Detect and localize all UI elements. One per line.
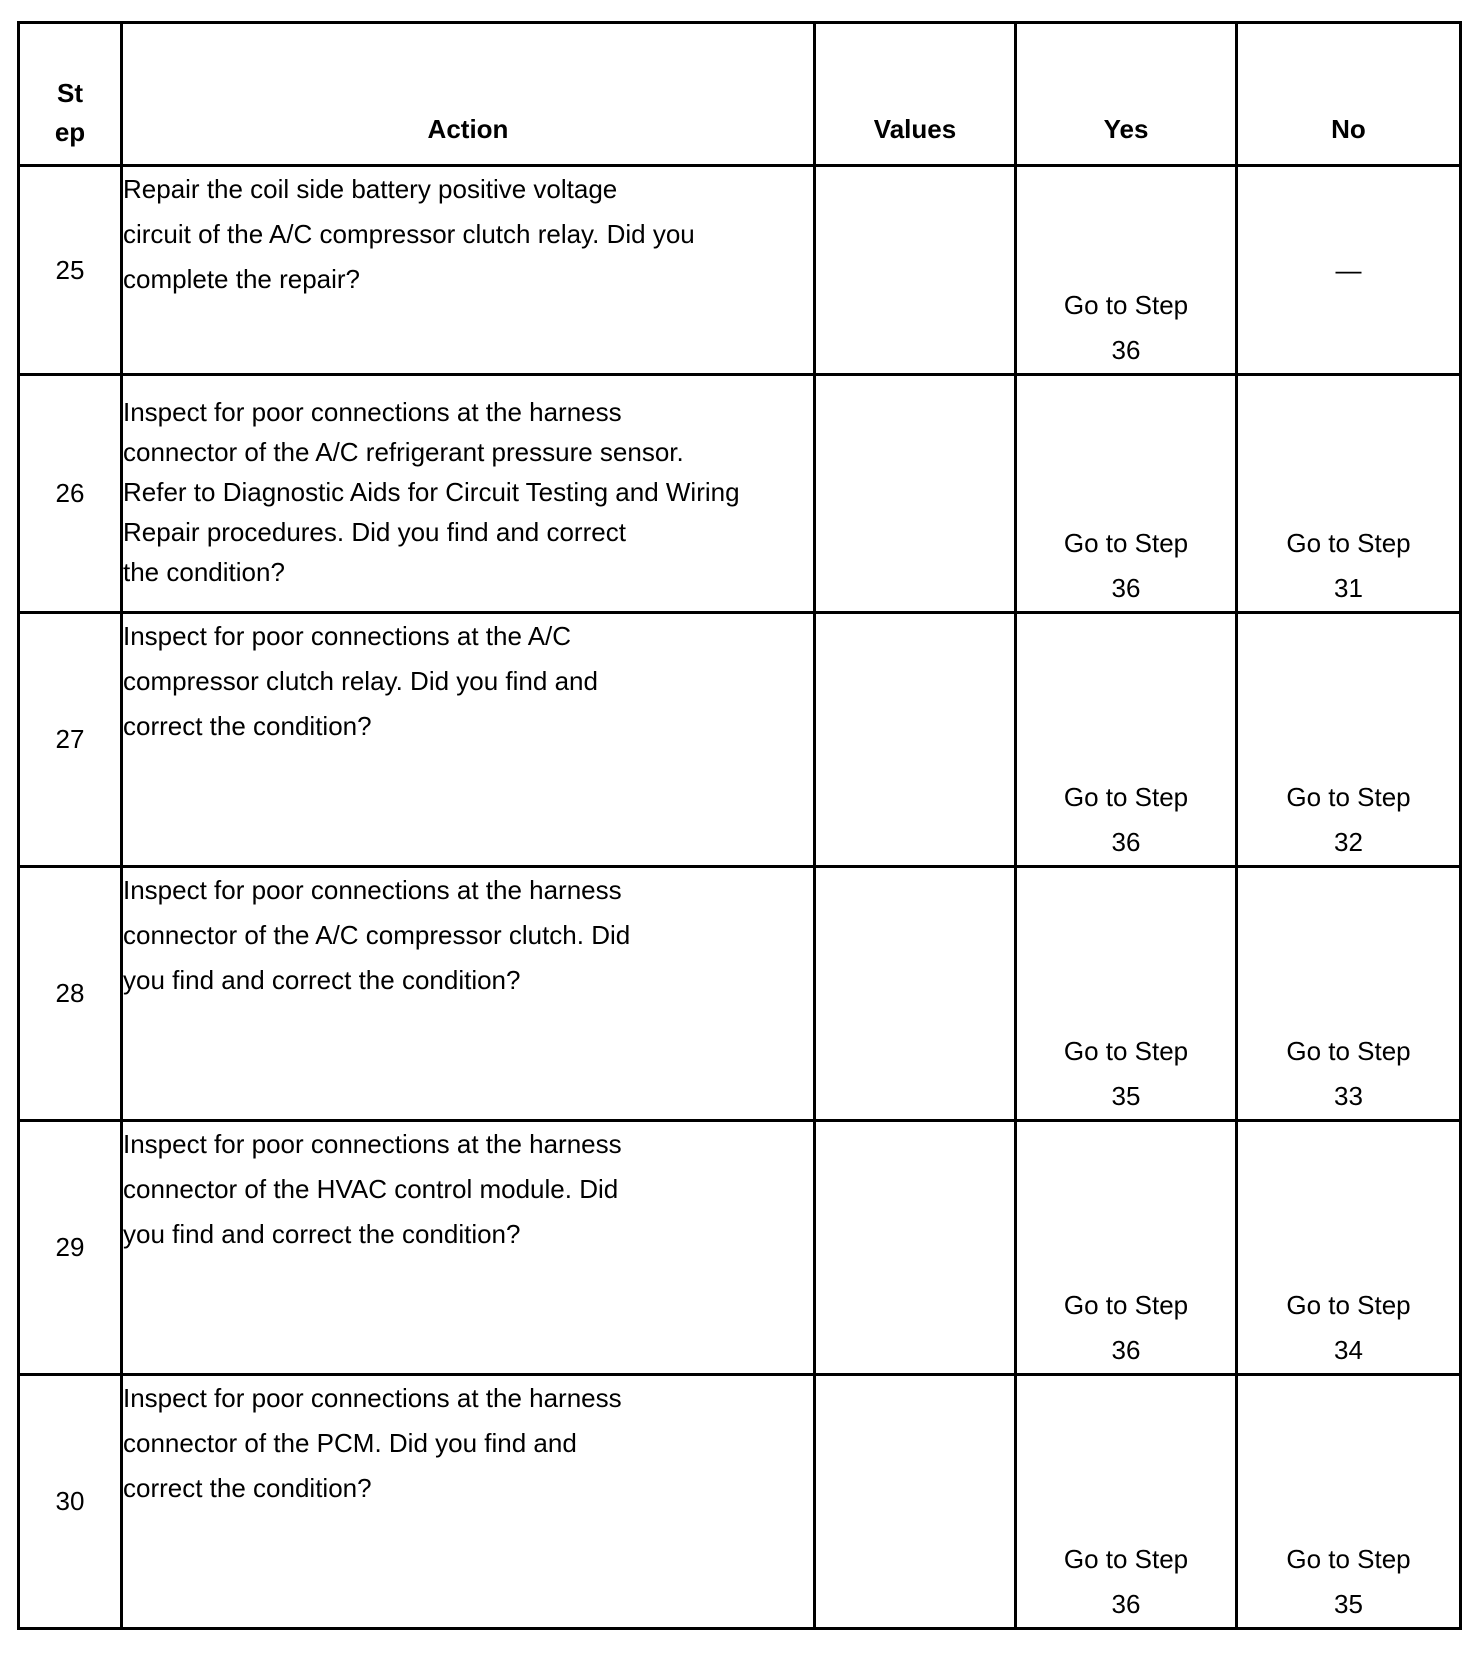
yes-go-label: Go to Step (1063, 1290, 1189, 1320)
yes-cell (1016, 166, 1237, 375)
values-cell (815, 1375, 1016, 1629)
step-number: 26 (19, 375, 122, 613)
no-cell (1237, 867, 1461, 1121)
yes-go-label: Go to Step (1063, 290, 1189, 320)
action-line: connector of the A/C compressor clutch. Did (123, 920, 631, 950)
action-line: the condition? (123, 557, 285, 587)
action-line: circuit of the A/C compressor clutch relay. Did you (123, 219, 695, 249)
no-step-number: 31 (1334, 573, 1363, 603)
action-text (122, 613, 815, 867)
step-header-line1: St (57, 78, 83, 108)
step-header (19, 23, 122, 166)
yes-step-number: 36 (1111, 1589, 1141, 1619)
no-go-label: Go to Step (1286, 528, 1411, 558)
action-text (122, 867, 815, 1121)
yes-step-number: 36 (1111, 335, 1141, 365)
step-number: 30 (19, 1375, 122, 1629)
action-line: Inspect for poor connections at the harness (123, 1383, 622, 1413)
action-line: connector of the HVAC control module. Did (123, 1174, 619, 1204)
step-number: 29 (19, 1121, 122, 1375)
table-row (19, 166, 1461, 375)
yes-go-label: Go to Step (1063, 1036, 1189, 1066)
action-line: correct the condition? (123, 711, 372, 741)
values-header: Values (815, 23, 1016, 166)
action-line: Repair the coil side battery positive voltage (123, 174, 618, 204)
action-text (122, 166, 815, 375)
table-row (19, 867, 1461, 1121)
action-line: connector of the PCM. Did you find and (123, 1428, 577, 1458)
action-text (122, 1375, 815, 1629)
no-step-number: 32 (1334, 827, 1363, 857)
action-line: Inspect for poor connections at the A/C (123, 621, 572, 651)
values-cell (815, 375, 1016, 613)
step-header-line2: ep (54, 117, 86, 147)
action-line: correct the condition? (123, 1473, 372, 1503)
yes-cell (1016, 1121, 1237, 1375)
table-row (19, 1375, 1461, 1629)
table-row (19, 1121, 1461, 1375)
no-go-label: Go to Step (1286, 782, 1411, 812)
yes-step-number: 36 (1111, 573, 1141, 603)
yes-step-number: 36 (1111, 827, 1141, 857)
no-go-label: Go to Step (1286, 1290, 1411, 1320)
header-row (19, 23, 1461, 166)
action-header: Action (122, 23, 815, 166)
action-line: compressor clutch relay. Did you find and (123, 666, 598, 696)
yes-cell (1016, 613, 1237, 867)
table-row (19, 613, 1461, 867)
yes-cell (1016, 1375, 1237, 1629)
values-cell (815, 867, 1016, 1121)
no-step-number: 34 (1334, 1335, 1363, 1365)
no-cell (1237, 1375, 1461, 1629)
table-row (19, 375, 1461, 613)
no-cell (1237, 613, 1461, 867)
values-cell (815, 1121, 1016, 1375)
yes-header: Yes (1016, 23, 1237, 166)
no-cell: — (1237, 166, 1461, 375)
diagnostic-table (17, 21, 1462, 1630)
yes-step-number: 35 (1111, 1081, 1141, 1111)
no-step-number: 35 (1334, 1589, 1363, 1619)
no-step-number: 33 (1334, 1081, 1363, 1111)
step-number: 25 (19, 166, 122, 375)
action-line: connector of the A/C refrigerant pressure sensor. (123, 437, 684, 467)
action-line: Refer to Diagnostic Aids for Circuit Testing and Wiring (123, 477, 740, 507)
no-header: No (1237, 23, 1461, 166)
action-line: Repair procedures. Did you find and correct (123, 517, 626, 547)
no-go-label: Go to Step (1286, 1544, 1411, 1574)
yes-go-label: Go to Step (1063, 528, 1189, 558)
action-text (122, 1121, 815, 1375)
action-line: Inspect for poor connections at the harness (123, 875, 622, 905)
yes-go-label: Go to Step (1063, 782, 1189, 812)
yes-go-label: Go to Step (1063, 1544, 1189, 1574)
yes-cell (1016, 375, 1237, 613)
no-cell (1237, 375, 1461, 613)
no-go-label: Go to Step (1286, 1036, 1411, 1066)
action-line: complete the repair? (123, 264, 361, 294)
step-number: 28 (19, 867, 122, 1121)
no-cell (1237, 1121, 1461, 1375)
yes-cell (1016, 867, 1237, 1121)
action-line: you find and correct the condition? (123, 1219, 521, 1249)
step-number: 27 (19, 613, 122, 867)
action-line: Inspect for poor connections at the harness (123, 397, 622, 427)
values-cell (815, 166, 1016, 375)
yes-step-number: 36 (1111, 1335, 1141, 1365)
action-line: you find and correct the condition? (123, 965, 521, 995)
values-cell (815, 613, 1016, 867)
action-text (122, 375, 815, 613)
action-line: Inspect for poor connections at the harness (123, 1129, 622, 1159)
